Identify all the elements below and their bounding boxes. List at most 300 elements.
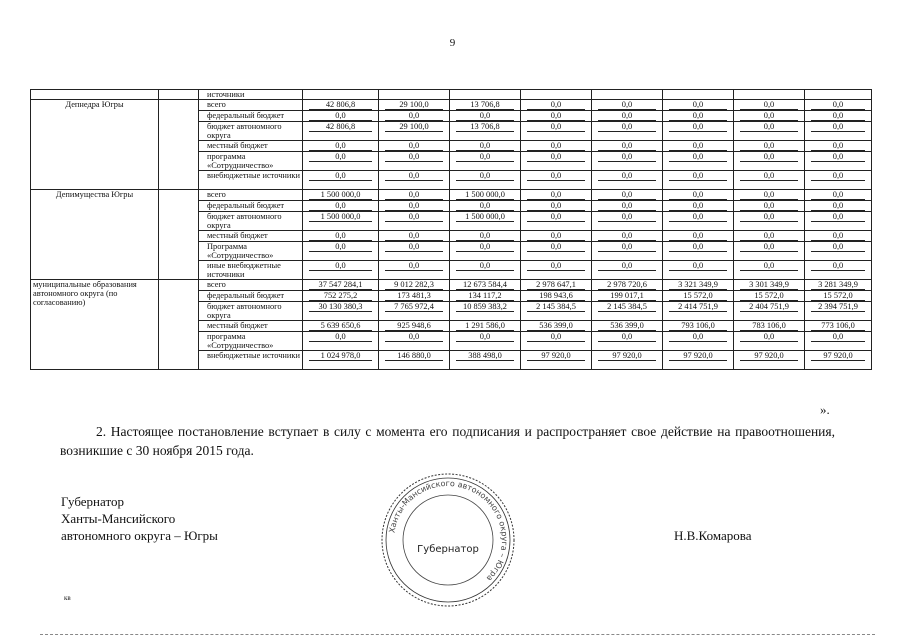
amount-value: 2 394 751,9	[811, 302, 865, 312]
amount-cell	[379, 141, 450, 152]
amount-value: 0,0	[740, 231, 798, 241]
amount-cell	[521, 122, 592, 141]
amount-cell	[379, 280, 450, 291]
amount-cell	[734, 302, 805, 321]
amount-value: 0,0	[456, 141, 514, 151]
amount-value: 0,0	[527, 152, 585, 162]
amount-value: 2 414 751,9	[669, 302, 727, 312]
table-row	[31, 190, 872, 201]
amount-cell	[379, 201, 450, 212]
amount-cell	[805, 201, 872, 212]
amount-value: 0,0	[527, 242, 585, 252]
amount-cell	[592, 291, 663, 302]
amount-value: 0,0	[456, 171, 514, 181]
amount-cell	[521, 321, 592, 332]
amount-value: 0,0	[740, 111, 798, 121]
amount-cell	[805, 321, 872, 332]
amount-value: 42 806,8	[309, 100, 372, 110]
amount-cell	[734, 280, 805, 291]
amount-value: 0,0	[385, 190, 443, 200]
amount-cell	[663, 141, 734, 152]
amount-cell	[450, 171, 521, 190]
amount-value: 1 500 000,0	[309, 212, 372, 222]
amount-value: 0,0	[669, 152, 727, 162]
amount-cell	[805, 152, 872, 171]
amount-value: 0,0	[669, 231, 727, 241]
amount-cell	[379, 190, 450, 201]
amount-value: 0,0	[598, 141, 656, 151]
amount-value: 42 806,8	[309, 122, 372, 132]
amount-value: 0,0	[598, 122, 656, 132]
amount-cell	[805, 141, 872, 152]
amount-value: 0,0	[309, 152, 372, 162]
funding-source-cell: внебюджетные источники	[199, 171, 303, 190]
funding-source-cell: местный бюджет	[199, 321, 303, 332]
amount-value: 0,0	[456, 261, 514, 271]
amount-cell	[805, 242, 872, 261]
amount-value: 97 920,0	[669, 351, 727, 361]
amount-value: 0,0	[740, 332, 798, 342]
amount-value: 13 706,8	[456, 100, 514, 110]
empty-cell	[159, 100, 199, 190]
amount-cell	[450, 122, 521, 141]
funding-source-cell: бюджет автономного округа	[199, 302, 303, 321]
funding-source-cell: федеральный бюджет	[199, 111, 303, 122]
amount-value: 0,0	[385, 332, 443, 342]
amount-value: 0,0	[456, 231, 514, 241]
amount-value: 15 572,0	[740, 291, 798, 301]
amount-value: 29 100,0	[385, 122, 443, 132]
amount-cell	[303, 190, 379, 201]
amount-cell	[450, 321, 521, 332]
amount-cell	[450, 291, 521, 302]
amount-cell	[663, 231, 734, 242]
amount-cell	[379, 231, 450, 242]
amount-value: 0,0	[385, 171, 443, 181]
amount-value: 0,0	[740, 141, 798, 151]
amount-value: 1 500 000,0	[456, 190, 514, 200]
amount-value: 0,0	[456, 152, 514, 162]
amount-value: 0,0	[456, 111, 514, 121]
amount-cell	[521, 171, 592, 190]
amount-cell	[663, 201, 734, 212]
amount-value: 15 572,0	[669, 291, 727, 301]
amount-cell	[592, 171, 663, 190]
amount-value: 0,0	[456, 201, 514, 211]
amount-value: 7 765 972,4	[385, 302, 443, 312]
amount-value: 0,0	[669, 190, 727, 200]
amount-cell	[303, 242, 379, 261]
amount-value: 0,0	[669, 261, 727, 271]
amount-cell	[592, 242, 663, 261]
amount-cell	[450, 280, 521, 291]
funding-source-cell: федеральный бюджет	[199, 201, 303, 212]
amount-value: 0,0	[456, 242, 514, 252]
amount-value: 0,0	[811, 190, 865, 200]
amount-cell	[521, 242, 592, 261]
amount-value: 0,0	[669, 100, 727, 110]
amount-cell	[450, 351, 521, 370]
amount-value: 0,0	[309, 242, 372, 252]
governor-name: Н.В.Комарова	[674, 528, 752, 543]
amount-cell	[734, 171, 805, 190]
amount-cell	[805, 351, 872, 370]
amount-cell	[521, 351, 592, 370]
funding-source-cell: бюджет автономного округа	[199, 212, 303, 231]
amount-value: 0,0	[527, 201, 585, 211]
bottom-rule	[40, 634, 875, 635]
amount-cell	[521, 190, 592, 201]
amount-cell	[379, 242, 450, 261]
amount-cell	[450, 90, 521, 100]
amount-value: 0,0	[598, 332, 656, 342]
amount-cell	[663, 291, 734, 302]
amount-value: 0,0	[385, 111, 443, 121]
amount-cell	[592, 212, 663, 231]
amount-cell	[379, 171, 450, 190]
paragraph-text: 2. Настоящее постановление вступает в силу с момента его подписания и распространяет свое действие на правоотношения, возникшие с 30 ноября 2015 года.	[60, 424, 835, 458]
amount-value: 0,0	[527, 212, 585, 222]
amount-value: 2 145 384,5	[527, 302, 585, 312]
amount-cell	[450, 212, 521, 231]
funding-source-cell: внебюджетные источники	[199, 351, 303, 370]
amount-value: 0,0	[740, 242, 798, 252]
funding-table	[30, 89, 872, 370]
amount-cell	[303, 100, 379, 111]
amount-value: 0,0	[811, 261, 865, 271]
funding-source-cell: всего	[199, 280, 303, 291]
amount-value: 0,0	[385, 201, 443, 211]
amount-value: 0,0	[669, 212, 727, 222]
amount-cell	[303, 302, 379, 321]
amount-cell	[663, 100, 734, 111]
amount-cell	[663, 122, 734, 141]
amount-value: 0,0	[385, 152, 443, 162]
amount-cell	[592, 231, 663, 242]
amount-cell	[734, 242, 805, 261]
amount-value: 2 978 647,1	[527, 280, 585, 290]
amount-value: 0,0	[385, 231, 443, 241]
amount-value: 0,0	[811, 141, 865, 151]
amount-value: 0,0	[811, 212, 865, 222]
amount-cell	[592, 351, 663, 370]
amount-cell	[592, 321, 663, 332]
amount-value: 0,0	[811, 111, 865, 121]
amount-cell	[303, 332, 379, 351]
amount-value: 0,0	[385, 212, 443, 222]
amount-value: 97 920,0	[811, 351, 865, 361]
amount-cell	[379, 90, 450, 100]
amount-value: 29 100,0	[385, 100, 443, 110]
amount-value: 536 399,0	[527, 321, 585, 331]
amount-value: 0,0	[598, 152, 656, 162]
amount-value: 0,0	[740, 122, 798, 132]
amount-value: 793 106,0	[669, 321, 727, 331]
amount-value: 30 130 380,3	[309, 302, 372, 312]
amount-value: 1 500 000,0	[309, 190, 372, 200]
funding-source-cell: всего	[199, 190, 303, 201]
amount-cell	[734, 231, 805, 242]
amount-cell	[303, 321, 379, 332]
amount-value: 15 572,0	[811, 291, 865, 301]
governor-title: Губернатор	[61, 494, 124, 509]
governor-region: Ханты-Мансийского	[61, 511, 176, 526]
amount-value: 0,0	[527, 190, 585, 200]
amount-value: 10 859 383,2	[456, 302, 514, 312]
amount-value: 0,0	[527, 111, 585, 121]
amount-value: 0,0	[669, 332, 727, 342]
amount-cell	[663, 111, 734, 122]
amount-value: 536 399,0	[598, 321, 656, 331]
funding-source-cell: бюджет автономного округа	[199, 122, 303, 141]
amount-cell	[734, 141, 805, 152]
amount-value: 199 017,1	[598, 291, 656, 301]
amount-cell	[521, 90, 592, 100]
amount-cell	[379, 321, 450, 332]
amount-value: 0,0	[740, 201, 798, 211]
empty-cell	[159, 280, 199, 370]
table-row	[31, 100, 872, 111]
amount-cell	[592, 111, 663, 122]
amount-cell	[379, 351, 450, 370]
amount-cell	[303, 261, 379, 280]
amount-value: 1 024 978,0	[309, 351, 372, 361]
amount-cell	[805, 291, 872, 302]
amount-cell	[734, 122, 805, 141]
amount-value: 2 404 751,9	[740, 302, 798, 312]
amount-cell	[450, 231, 521, 242]
amount-cell	[663, 152, 734, 171]
amount-cell	[379, 100, 450, 111]
funding-source-cell: иные внебюджетные источники	[199, 261, 303, 280]
amount-value: 0,0	[811, 242, 865, 252]
amount-cell	[805, 212, 872, 231]
amount-cell	[303, 351, 379, 370]
amount-cell	[663, 171, 734, 190]
amount-cell	[450, 152, 521, 171]
amount-cell	[592, 201, 663, 212]
amount-value: 925 948,6	[385, 321, 443, 331]
amount-value: 0,0	[309, 111, 372, 121]
amount-value: 0,0	[811, 231, 865, 241]
amount-cell	[521, 261, 592, 280]
amount-value: 0,0	[456, 332, 514, 342]
amount-cell	[521, 152, 592, 171]
amount-cell	[663, 242, 734, 261]
amount-value: 0,0	[811, 332, 865, 342]
executor-initials: кв	[64, 594, 71, 602]
amount-value: 0,0	[527, 122, 585, 132]
amount-cell	[734, 261, 805, 280]
amount-cell	[379, 122, 450, 141]
governor-region-2: автономного округа – Югры	[61, 528, 218, 543]
amount-value: 0,0	[527, 100, 585, 110]
amount-value: 0,0	[309, 231, 372, 241]
resolution-paragraph	[60, 422, 835, 460]
amount-cell	[521, 141, 592, 152]
amount-cell	[663, 280, 734, 291]
amount-value: 0,0	[598, 201, 656, 211]
amount-value: 0,0	[527, 141, 585, 151]
amount-value: 0,0	[811, 152, 865, 162]
amount-cell	[663, 351, 734, 370]
amount-value: 0,0	[669, 171, 727, 181]
amount-value: 0,0	[309, 332, 372, 342]
amount-value: 0,0	[811, 201, 865, 211]
amount-cell	[734, 111, 805, 122]
amount-cell	[592, 280, 663, 291]
amount-value: 198 943,6	[527, 291, 585, 301]
amount-cell	[663, 190, 734, 201]
amount-value: 12 673 584,4	[456, 280, 514, 290]
amount-value: 0,0	[527, 261, 585, 271]
amount-cell	[379, 302, 450, 321]
amount-cell	[734, 291, 805, 302]
signature-block	[61, 493, 218, 544]
amount-cell	[450, 242, 521, 261]
amount-value: 752 275,2	[309, 291, 372, 301]
amount-value: 0,0	[740, 100, 798, 110]
amount-cell	[805, 100, 872, 111]
amount-value: 0,0	[811, 122, 865, 132]
amount-cell	[521, 100, 592, 111]
closing-quote: ».	[820, 402, 830, 417]
amount-value: 3 301 349,9	[740, 280, 798, 290]
funding-source-cell: местный бюджет	[199, 231, 303, 242]
amount-value: 0,0	[669, 242, 727, 252]
amount-cell	[450, 141, 521, 152]
amount-cell	[303, 201, 379, 212]
funding-source-cell: программа «Сотрудничество»	[199, 152, 303, 171]
funding-source-cell: программа «Сотрудничество»	[199, 332, 303, 351]
amount-value: 0,0	[598, 111, 656, 121]
funding-source-cell: Программа «Сотрудничество»	[199, 242, 303, 261]
amount-value: 37 547 284,1	[309, 280, 372, 290]
amount-cell	[663, 332, 734, 351]
seal-center-text: Губернатор	[417, 544, 479, 555]
funding-source-cell: всего	[199, 100, 303, 111]
amount-value: 9 012 282,3	[385, 280, 443, 290]
amount-cell	[663, 261, 734, 280]
amount-cell	[805, 190, 872, 201]
amount-cell	[805, 231, 872, 242]
amount-cell	[734, 100, 805, 111]
amount-cell	[379, 152, 450, 171]
amount-value: 0,0	[740, 152, 798, 162]
amount-cell	[592, 122, 663, 141]
amount-value: 0,0	[669, 111, 727, 121]
amount-value: 5 639 650,6	[309, 321, 372, 331]
amount-value: 773 106,0	[811, 321, 865, 331]
empty-cell	[159, 90, 199, 100]
amount-cell	[450, 332, 521, 351]
amount-cell	[592, 302, 663, 321]
amount-value: 0,0	[740, 212, 798, 222]
amount-cell	[734, 332, 805, 351]
amount-value: 0,0	[385, 141, 443, 151]
amount-cell	[450, 302, 521, 321]
amount-value: 0,0	[669, 122, 727, 132]
amount-cell	[303, 171, 379, 190]
amount-value: 1 500 000,0	[456, 212, 514, 222]
responsible-org-cell: Депнедра Югры	[31, 100, 159, 190]
amount-cell	[450, 111, 521, 122]
amount-value: 0,0	[309, 261, 372, 271]
amount-cell	[303, 111, 379, 122]
amount-cell	[379, 261, 450, 280]
official-seal	[380, 472, 516, 608]
amount-cell	[450, 100, 521, 111]
amount-value: 13 706,8	[456, 122, 514, 132]
amount-cell	[592, 141, 663, 152]
amount-value: 0,0	[309, 201, 372, 211]
amount-value: 0,0	[740, 171, 798, 181]
amount-value: 0,0	[598, 242, 656, 252]
amount-cell	[303, 90, 379, 100]
page-number: 9	[449, 37, 456, 49]
amount-cell	[734, 201, 805, 212]
amount-cell	[521, 291, 592, 302]
seal-ring-text: Ханты-Мансийского автономного округа – Югра	[387, 478, 510, 583]
amount-cell	[592, 90, 663, 100]
amount-cell	[805, 122, 872, 141]
responsible-org-cell: муниципальные образования автономного округа (по согласованию)	[31, 280, 159, 370]
amount-value: 0,0	[527, 332, 585, 342]
amount-cell	[734, 321, 805, 332]
responsible-org-cell	[31, 90, 159, 100]
amount-cell	[663, 90, 734, 100]
amount-value: 146 880,0	[385, 351, 443, 361]
amount-cell	[734, 351, 805, 370]
table-row	[31, 280, 872, 291]
amount-value: 0,0	[740, 261, 798, 271]
amount-value: 0,0	[598, 212, 656, 222]
amount-value: 0,0	[598, 261, 656, 271]
amount-cell	[805, 302, 872, 321]
amount-value: 134 117,2	[456, 291, 514, 301]
amount-cell	[450, 201, 521, 212]
amount-cell	[592, 100, 663, 111]
amount-cell	[521, 280, 592, 291]
amount-value: 0,0	[740, 190, 798, 200]
amount-value: 0,0	[598, 100, 656, 110]
amount-cell	[805, 90, 872, 100]
amount-value: 97 920,0	[527, 351, 585, 361]
amount-value: 3 321 349,9	[669, 280, 727, 290]
funding-source-cell: источники	[199, 90, 303, 100]
amount-cell	[521, 302, 592, 321]
amount-cell	[303, 212, 379, 231]
amount-cell	[303, 122, 379, 141]
amount-cell	[521, 231, 592, 242]
amount-cell	[805, 280, 872, 291]
amount-value: 97 920,0	[598, 351, 656, 361]
amount-value: 0,0	[385, 242, 443, 252]
amount-cell	[805, 171, 872, 190]
amount-value: 0,0	[527, 231, 585, 241]
amount-cell	[521, 111, 592, 122]
amount-cell	[592, 190, 663, 201]
amount-cell	[303, 291, 379, 302]
amount-cell	[734, 190, 805, 201]
amount-value: 0,0	[598, 231, 656, 241]
amount-value: 783 106,0	[740, 321, 798, 331]
responsible-org-cell: Депимущества Югры	[31, 190, 159, 280]
amount-cell	[734, 152, 805, 171]
amount-cell	[805, 332, 872, 351]
table-row	[31, 90, 872, 100]
amount-value: 0,0	[598, 190, 656, 200]
